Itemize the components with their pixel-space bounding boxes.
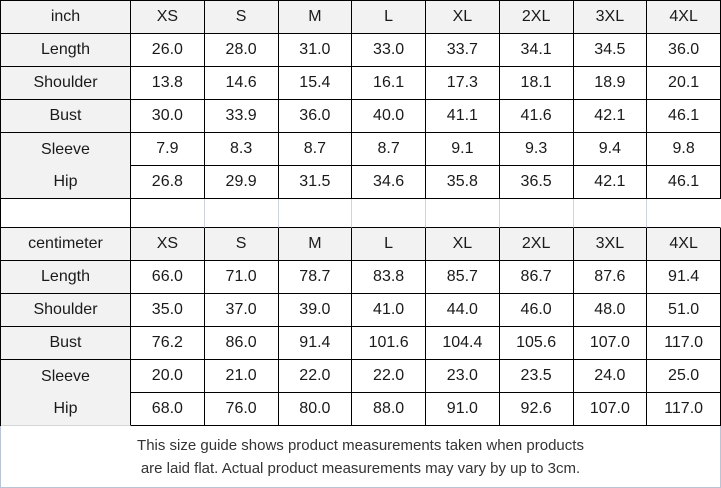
- size-value-cell: 7.9: [131, 133, 205, 166]
- measurement-label-cell: Length: [1, 261, 131, 294]
- measurement-label-cell: Shoulder: [1, 294, 131, 327]
- spacer-row: [1, 199, 721, 228]
- size-header-cell: 2XL: [500, 1, 574, 34]
- note-line: are laid flat. Actual product measurements may vary by up to 3cm.: [140, 459, 581, 477]
- size-value-cell: 41.6: [500, 100, 574, 133]
- measurement-label-cell: Bust: [1, 100, 131, 133]
- size-value-cell: 37.0: [205, 294, 279, 327]
- table-row: [1, 360, 721, 393]
- size-value-cell: 35.8: [426, 166, 500, 199]
- size-value-cell: 78.7: [279, 261, 353, 294]
- measurement-label-cell: Sleeve: [1, 133, 131, 166]
- size-value-cell: 71.0: [205, 261, 279, 294]
- spacer-cell: [426, 199, 500, 228]
- size-value-cell: 15.4: [279, 67, 353, 100]
- spacer-cell: [500, 199, 574, 228]
- size-header-cell: L: [352, 228, 426, 261]
- spacer-cell: [574, 199, 648, 228]
- measurement-label-cell: Bust: [1, 327, 131, 360]
- size-header-cell: XL: [426, 1, 500, 34]
- size-value-cell: 31.5: [279, 166, 353, 199]
- size-value-cell: 8.7: [352, 133, 426, 166]
- size-value-cell: 20.0: [131, 360, 205, 393]
- size-value-cell: 34.5: [574, 34, 648, 67]
- size-value-cell: 31.0: [279, 34, 353, 67]
- size-value-cell: 35.0: [131, 294, 205, 327]
- size-value-cell: 88.0: [352, 393, 426, 426]
- size-value-cell: 36.0: [279, 100, 353, 133]
- size-value-cell: 48.0: [574, 294, 648, 327]
- spacer-cell: [131, 199, 205, 228]
- centimeter-header-row: [1, 228, 721, 261]
- size-value-cell: 22.0: [352, 360, 426, 393]
- unit-header-cell: inch: [1, 1, 131, 34]
- inch-header-row: [1, 1, 721, 34]
- size-value-cell: 86.7: [500, 261, 574, 294]
- size-value-cell: 26.8: [131, 166, 205, 199]
- size-value-cell: 105.6: [500, 327, 574, 360]
- size-value-cell: 33.7: [426, 34, 500, 67]
- size-value-cell: 91.0: [426, 393, 500, 426]
- size-value-cell: 85.7: [426, 261, 500, 294]
- size-value-cell: 42.1: [574, 100, 648, 133]
- measurement-label-cell: Shoulder: [1, 67, 131, 100]
- size-value-cell: 18.1: [500, 67, 574, 100]
- spacer-cell: [279, 199, 353, 228]
- size-header-cell: S: [205, 228, 279, 261]
- size-header-cell: 4XL: [647, 228, 721, 261]
- size-value-cell: 41.1: [426, 100, 500, 133]
- table-row: [1, 133, 721, 166]
- size-value-cell: 87.6: [574, 261, 648, 294]
- size-value-cell: 24.0: [574, 360, 648, 393]
- note-line: This size guide shows product measurements taken when products: [137, 436, 584, 454]
- table-row: [1, 100, 721, 133]
- spacer-cell: [352, 199, 426, 228]
- size-value-cell: 36.0: [647, 34, 721, 67]
- table-row: [1, 294, 721, 327]
- size-value-cell: 117.0: [647, 327, 721, 360]
- size-value-cell: 39.0: [279, 294, 353, 327]
- size-value-cell: 91.4: [279, 327, 353, 360]
- size-value-cell: 17.3: [426, 67, 500, 100]
- size-value-cell: 46.1: [647, 100, 721, 133]
- size-header-cell: M: [279, 228, 353, 261]
- size-value-cell: 28.0: [205, 34, 279, 67]
- size-header-cell: S: [205, 1, 279, 34]
- size-header-cell: XL: [426, 228, 500, 261]
- size-value-cell: 21.0: [205, 360, 279, 393]
- size-value-cell: 101.6: [352, 327, 426, 360]
- spacer-cell: [1, 199, 131, 228]
- size-value-cell: 117.0: [647, 393, 721, 426]
- table-row: [1, 393, 721, 426]
- size-value-cell: 9.1: [426, 133, 500, 166]
- size-value-cell: 66.0: [131, 261, 205, 294]
- size-value-cell: 9.3: [500, 133, 574, 166]
- size-value-cell: 41.0: [352, 294, 426, 327]
- size-header-cell: 3XL: [574, 228, 648, 261]
- size-value-cell: 22.0: [279, 360, 353, 393]
- size-value-cell: 107.0: [574, 327, 648, 360]
- measurement-label-cell: Hip: [1, 393, 131, 426]
- size-value-cell: 26.0: [131, 34, 205, 67]
- table-row: [1, 327, 721, 360]
- unit-header-cell: centimeter: [1, 228, 131, 261]
- size-value-cell: 107.0: [574, 393, 648, 426]
- size-value-cell: 18.9: [574, 67, 648, 100]
- size-value-cell: 92.6: [500, 393, 574, 426]
- size-value-cell: 29.9: [205, 166, 279, 199]
- size-value-cell: 68.0: [131, 393, 205, 426]
- size-value-cell: 30.0: [131, 100, 205, 133]
- size-value-cell: 25.0: [647, 360, 721, 393]
- size-header-cell: 2XL: [500, 228, 574, 261]
- size-value-cell: 23.5: [500, 360, 574, 393]
- size-value-cell: 36.5: [500, 166, 574, 199]
- spacer-cell: [647, 199, 721, 228]
- size-value-cell: 80.0: [279, 393, 353, 426]
- size-value-cell: 13.8: [131, 67, 205, 100]
- measurement-label-cell: Sleeve: [1, 360, 131, 393]
- size-value-cell: 91.4: [647, 261, 721, 294]
- size-value-cell: 46.1: [647, 166, 721, 199]
- size-value-cell: 83.8: [352, 261, 426, 294]
- measurement-label-cell: Hip: [1, 166, 131, 199]
- table-row: [1, 67, 721, 100]
- size-value-cell: 40.0: [352, 100, 426, 133]
- size-value-cell: 9.4: [574, 133, 648, 166]
- size-header-cell: XS: [131, 1, 205, 34]
- table-row: [1, 166, 721, 199]
- size-value-cell: 16.1: [352, 67, 426, 100]
- size-value-cell: 33.0: [352, 34, 426, 67]
- size-value-cell: 9.8: [647, 133, 721, 166]
- size-value-cell: 34.1: [500, 34, 574, 67]
- size-value-cell: 46.0: [500, 294, 574, 327]
- size-value-cell: 76.0: [205, 393, 279, 426]
- size-header-cell: XS: [131, 228, 205, 261]
- size-value-cell: 51.0: [647, 294, 721, 327]
- measurement-label-cell: Length: [1, 34, 131, 67]
- size-value-cell: 14.6: [205, 67, 279, 100]
- size-value-cell: 76.2: [131, 327, 205, 360]
- size-header-cell: 4XL: [647, 1, 721, 34]
- size-value-cell: 44.0: [426, 294, 500, 327]
- size-header-cell: 3XL: [574, 1, 648, 34]
- size-value-cell: 8.7: [279, 133, 353, 166]
- table-row: [1, 261, 721, 294]
- size-value-cell: 33.9: [205, 100, 279, 133]
- spacer-cell: [205, 199, 279, 228]
- size-header-cell: L: [352, 1, 426, 34]
- size-value-cell: 86.0: [205, 327, 279, 360]
- size-header-cell: M: [279, 1, 353, 34]
- size-value-cell: 20.1: [647, 67, 721, 100]
- size-value-cell: 34.6: [352, 166, 426, 199]
- table-row: [1, 34, 721, 67]
- size-guide-note: [0, 426, 721, 488]
- size-value-cell: 104.4: [426, 327, 500, 360]
- size-value-cell: 8.3: [205, 133, 279, 166]
- size-value-cell: 42.1: [574, 166, 648, 199]
- size-value-cell: 23.0: [426, 360, 500, 393]
